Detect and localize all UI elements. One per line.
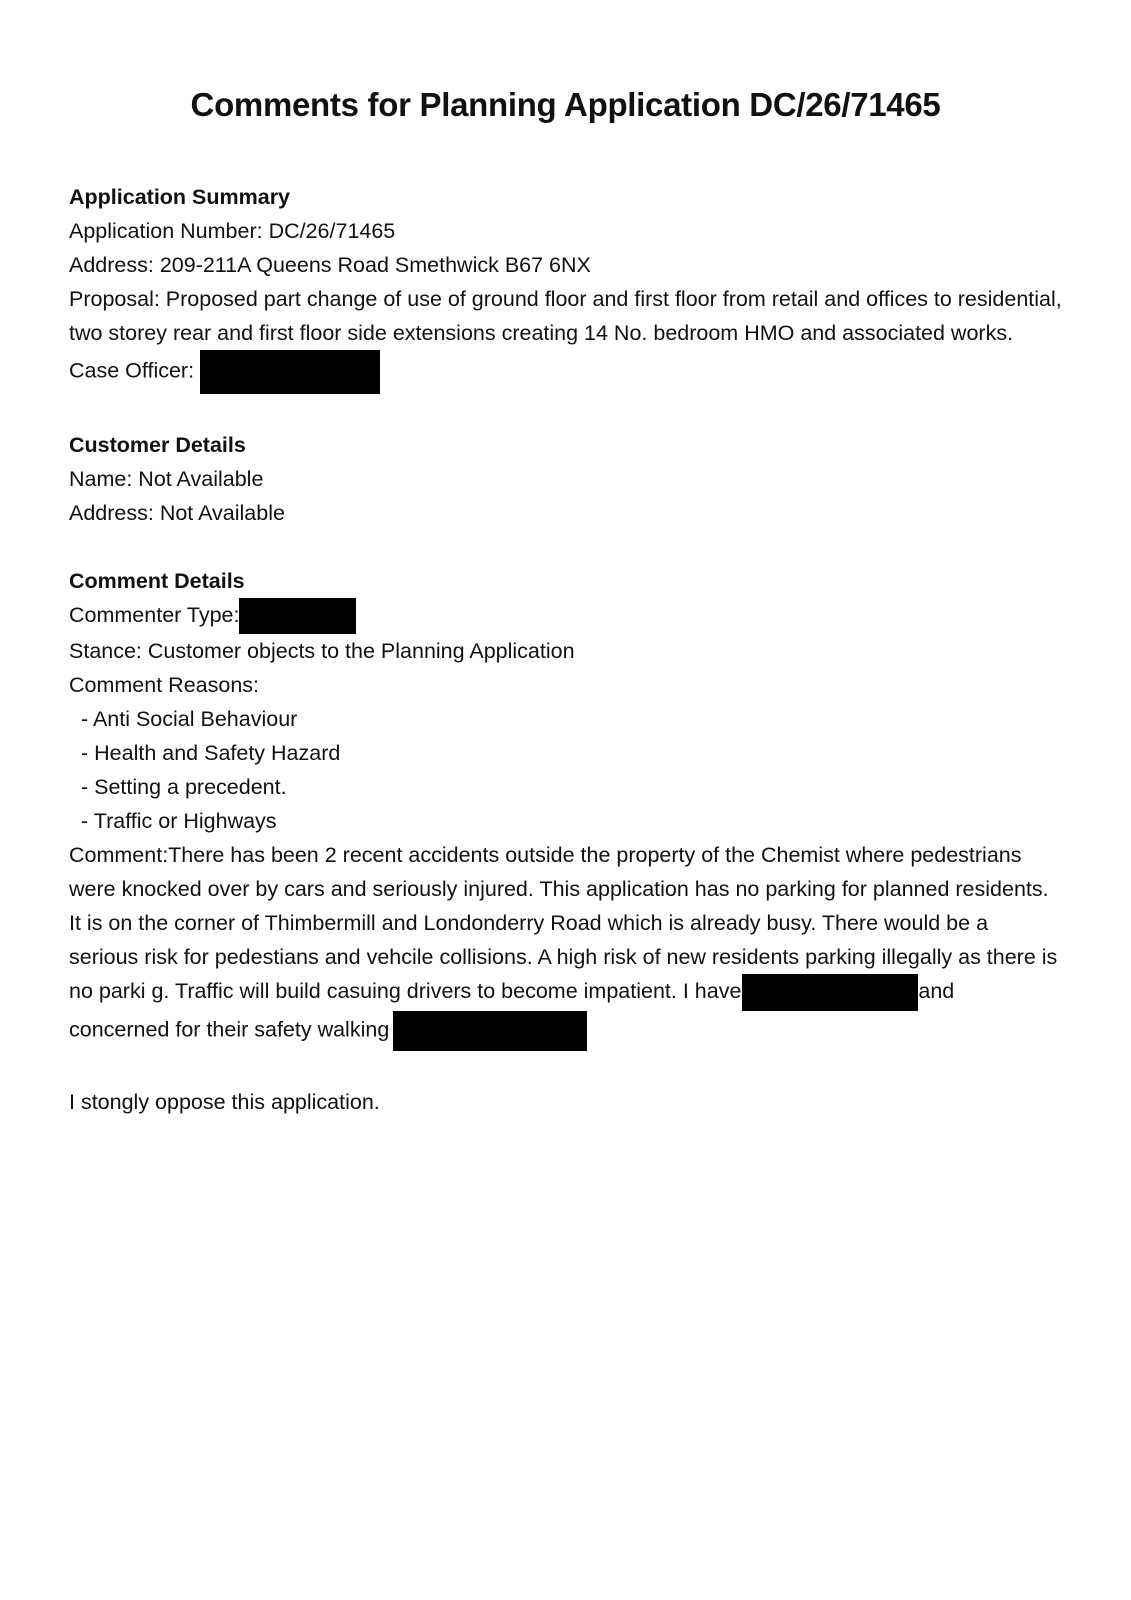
comment-details-heading: Comment Details (69, 569, 245, 593)
application-address: Address: 209-211A Queens Road Smethwick B67 6NX (69, 253, 591, 277)
section-spacer (69, 1051, 1069, 1085)
section-spacer (69, 394, 1069, 428)
redaction-box (239, 598, 356, 634)
comment-reason-item: - Health and Safety Hazard (81, 741, 341, 766)
stance: Stance: Customer objects to the Planning Application (69, 639, 575, 664)
redaction-box (742, 974, 918, 1011)
comment-text-part1: Comment:There has been 2 recent accidents outside the property of the Chemist where pedestrians were knocked over by cars and seriously injured. This application has no parking for planned residents. It is on the corner of Thimbermill and Londonderry Road which is already busy. There would be a serious risk for pedestians and vehcile collisions. A high risk of new residents parking illegally as there is no parki g. Traffic will build casuing drivers to become impatient. I have (69, 843, 1058, 1004)
comment-reason-item: - Setting a precedent. (81, 775, 287, 800)
comment-reason-item: - Traffic or Highways (81, 809, 277, 834)
redaction-box (393, 1011, 587, 1051)
customer-details-heading: Customer Details (69, 433, 246, 457)
comment-text (69, 838, 1059, 1051)
comment-reason-item: - Anti Social Behaviour (81, 707, 298, 732)
application-number: Application Number: DC/26/71465 (69, 219, 396, 243)
customer-address: Address: Not Available (69, 501, 285, 525)
case-officer-line (69, 350, 1069, 394)
closing-statement: I stongly oppose this application. (69, 1090, 380, 1115)
page-title: Comments for Planning Application DC/26/71465 (190, 86, 941, 123)
section-spacer (69, 530, 1069, 564)
redaction-box (200, 350, 380, 394)
case-officer-label: Case Officer: (69, 358, 195, 383)
comment-text-part2: and concerned for their safety walking (69, 979, 955, 1042)
commenter-type-label: Commenter Type: (69, 603, 240, 627)
document-body (69, 180, 1069, 1119)
customer-name: Name: Not Available (69, 467, 264, 491)
commenter-type-line (69, 598, 1069, 634)
application-proposal: Proposal: Proposed part change of use of ground floor and first floor from retail and offices to residential, two storey rear and first floor side extensions creating 14 No. bedroom HMO and associated works. (69, 287, 1062, 345)
comment-reasons-label: Comment Reasons: (69, 673, 259, 698)
application-summary-heading: Application Summary (69, 185, 291, 209)
